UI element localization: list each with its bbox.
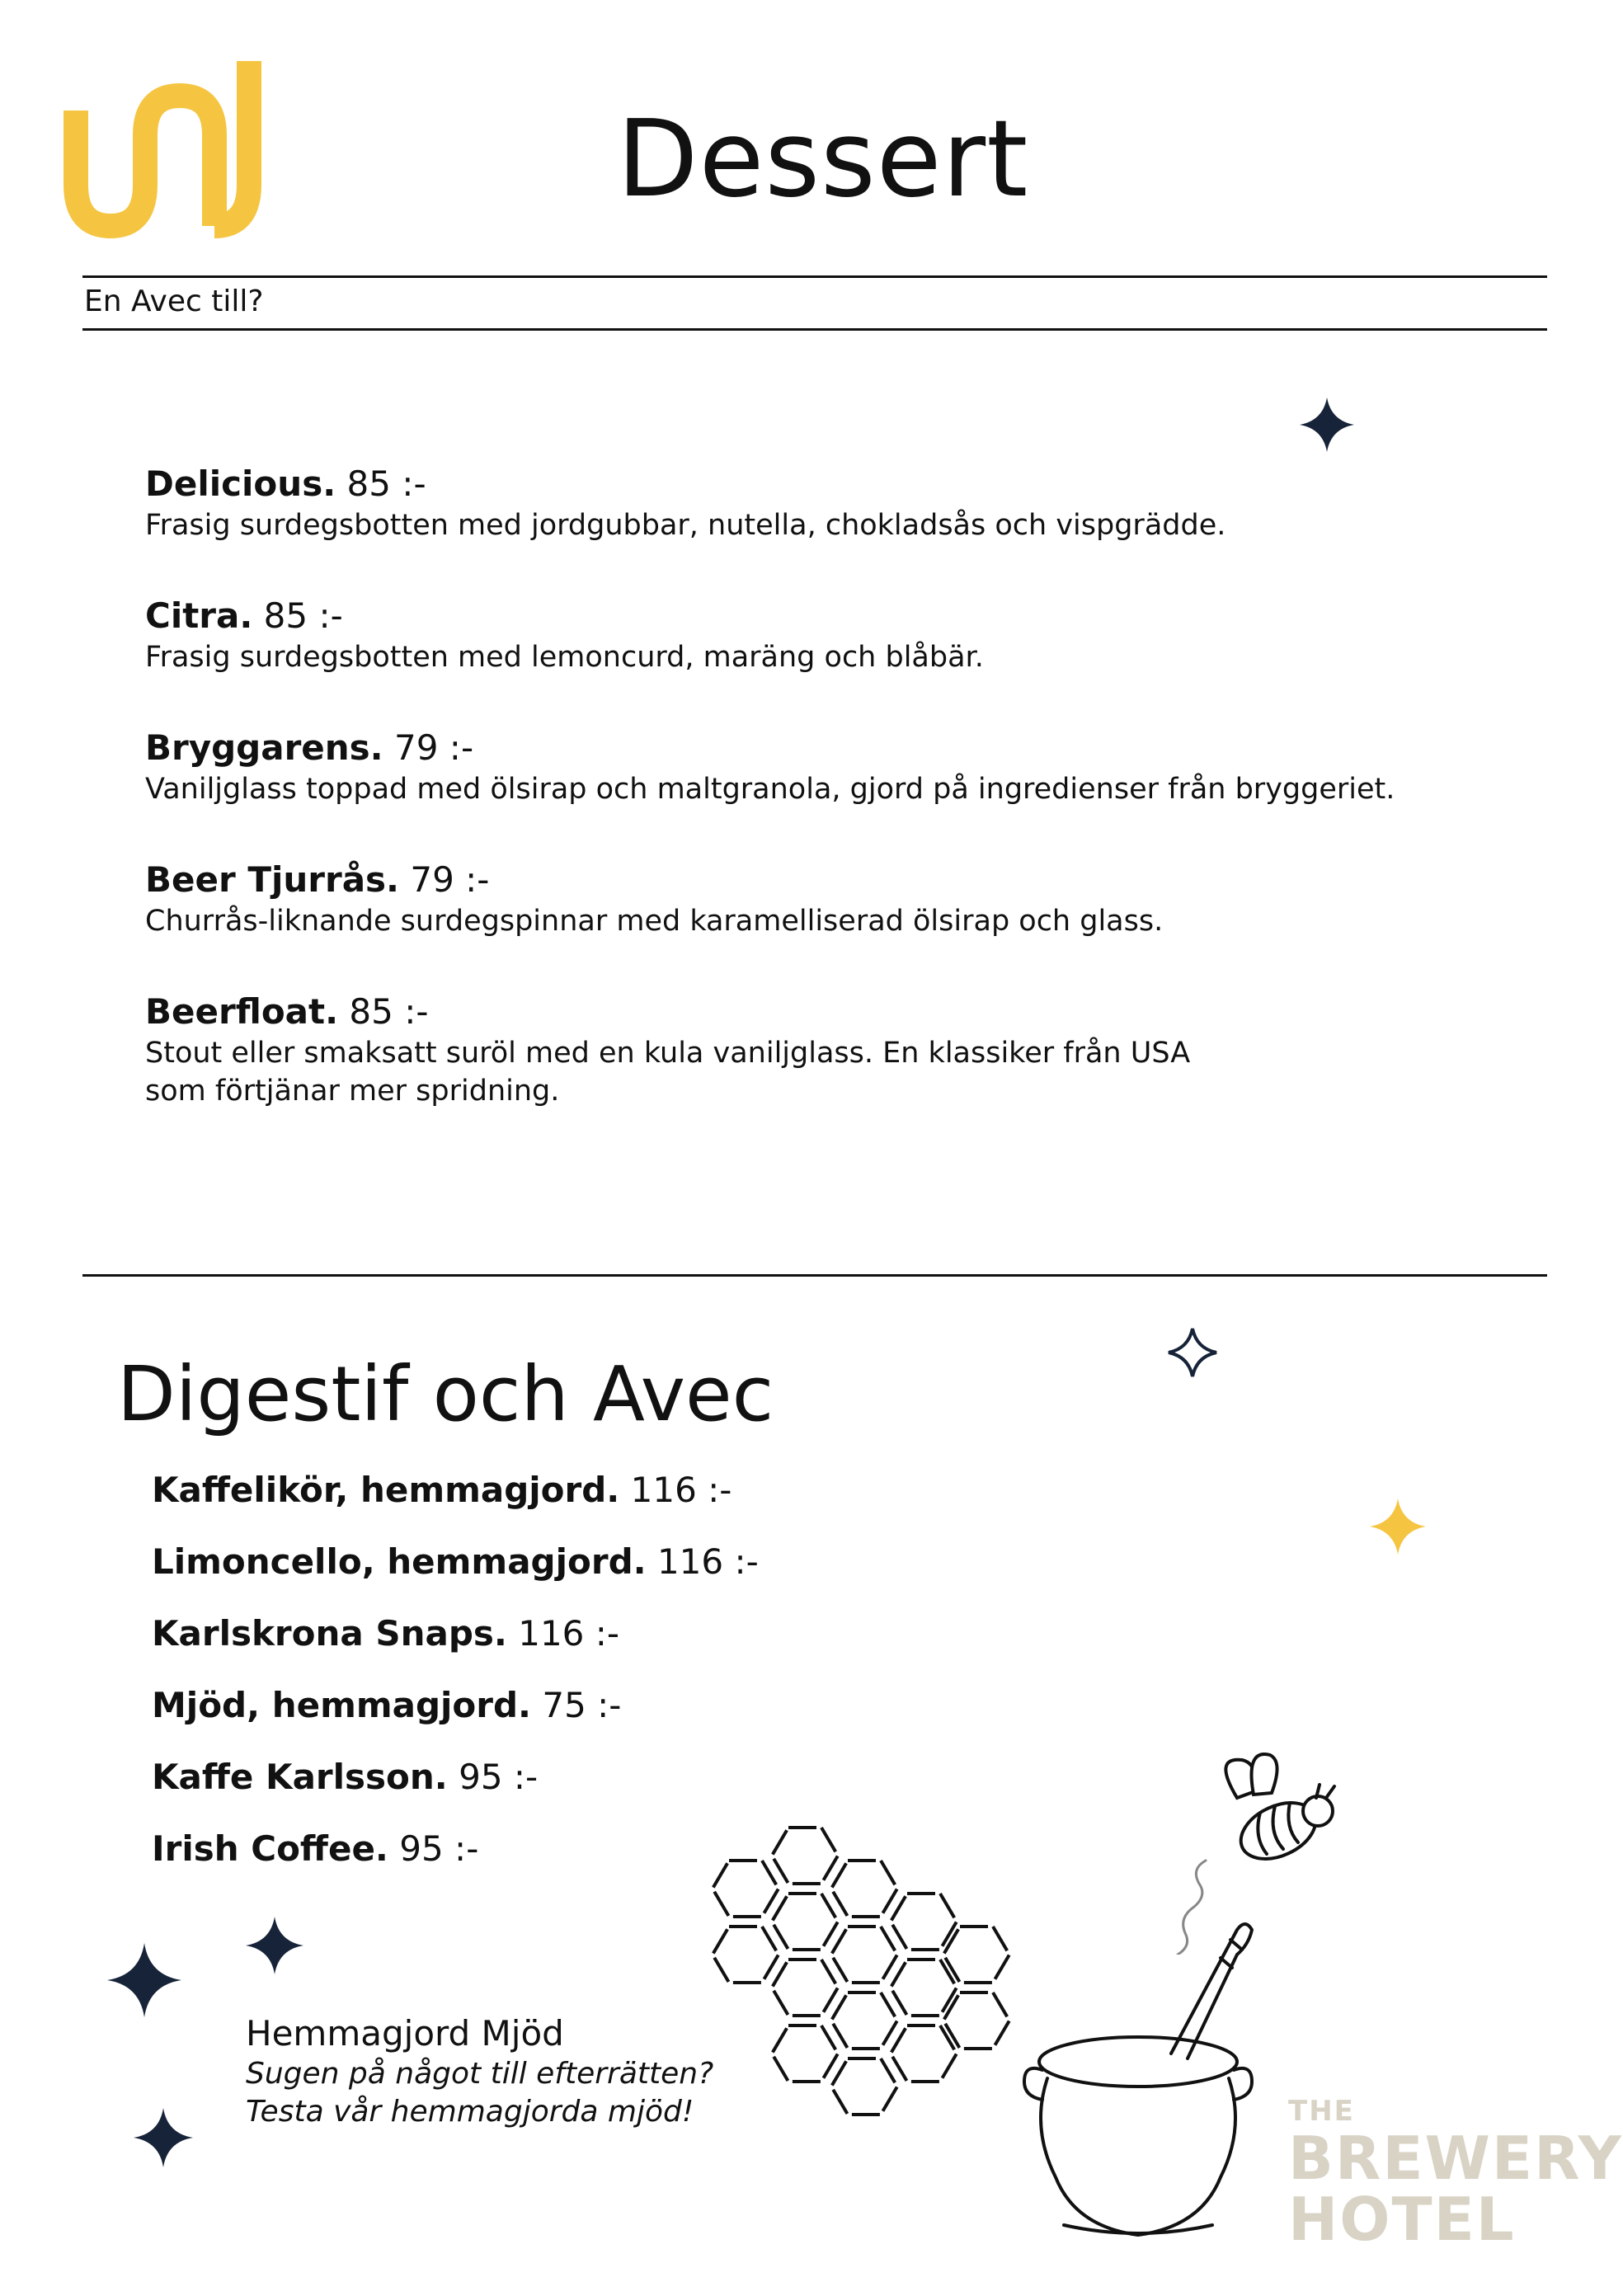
dessert-description: Frasig surdegsbotten med lemoncurd, maräng och blåbär.	[145, 641, 984, 674]
mead-line: Sugen på något till efterrätten?	[246, 2057, 714, 2091]
dessert-name: Beer Tjurrås.	[145, 859, 399, 900]
drink-price: 75 :-	[542, 1685, 622, 1725]
honeycomb-illustration	[709, 1814, 1023, 2128]
drink-price: 95 :-	[399, 1828, 479, 1869]
honey-pot-illustration	[1014, 1913, 1270, 2260]
drink-name: Irish Coffee.	[152, 1828, 388, 1869]
dessert-description: som förtjänar mer spridning.	[145, 1075, 560, 1108]
dessert-name: Bryggarens.	[145, 727, 383, 768]
mead-line: Testa vår hemmagjorda mjöd!	[246, 2095, 694, 2129]
dessert-item	[145, 594, 1465, 676]
dessert-price: 85 :-	[349, 991, 429, 1032]
mead-note	[246, 2012, 713, 2131]
brand-wordmark	[1288, 2095, 1623, 2254]
sparkle-star-icon	[106, 1941, 183, 2019]
dessert-name: Citra.	[145, 595, 253, 636]
drink-price: 116 :-	[518, 1613, 620, 1654]
brand-line: BREWERY	[1288, 2124, 1623, 2193]
dessert-description: Vaniljglass toppad med ölsirap och maltgranola, gjord på ingredienser från bryggeriet.	[145, 773, 1395, 806]
drink-name: Limoncello, hemmagjord.	[152, 1541, 647, 1582]
mead-heading: Hemmagjord Mjöd	[246, 2013, 564, 2054]
dessert-price: 85 :-	[346, 463, 426, 504]
drink-item	[152, 1468, 759, 1540]
drink-name: Kaffelikör, hemmagjord.	[152, 1470, 620, 1510]
drink-name: Kaffe Karlsson.	[152, 1757, 448, 1797]
drink-price: 95 :-	[459, 1757, 539, 1797]
drink-item	[152, 1540, 759, 1611]
dessert-list	[145, 462, 1465, 1160]
drink-name: Mjöd, hemmagjord.	[152, 1685, 531, 1725]
drink-list	[152, 1468, 759, 1898]
section-divider	[82, 1274, 1547, 1277]
drink-item	[152, 1755, 759, 1827]
sparkle-star-icon	[244, 1915, 305, 1976]
sparkle-star-icon	[1167, 1327, 1218, 1378]
section-title: Digestif och Avec	[117, 1350, 774, 1438]
dessert-name: Beerfloat.	[145, 991, 339, 1032]
brand-line: THE	[1288, 2095, 1355, 2128]
divider	[82, 328, 1547, 331]
drink-item	[152, 1683, 759, 1755]
brand-wave-logo	[53, 61, 280, 242]
dessert-description: Frasig surdegsbotten med jordgubbar, nutella, chokladsås och vispgrädde.	[145, 509, 1226, 542]
subtitle: En Avec till?	[84, 285, 264, 318]
drink-name: Karlskrona Snaps.	[152, 1613, 507, 1654]
brand-line: HOTEL	[1288, 2185, 1516, 2254]
drink-price: 116 :-	[656, 1541, 759, 1582]
dessert-description: Churrås-liknande surdegspinnar med karamelliserad ölsirap och glass.	[145, 905, 1164, 938]
drink-price: 116 :-	[630, 1470, 732, 1510]
dessert-price: 79 :-	[394, 727, 474, 768]
dessert-name: Delicious.	[145, 463, 336, 504]
dessert-item	[145, 726, 1465, 808]
divider	[82, 275, 1547, 278]
page-title: Dessert	[617, 98, 1029, 221]
sparkle-star-icon	[132, 2106, 195, 2169]
drink-item	[152, 1827, 759, 1898]
dessert-item	[145, 858, 1465, 940]
sparkle-star-icon	[1298, 396, 1356, 454]
dessert-price: 85 :-	[263, 595, 343, 636]
dessert-price: 79 :-	[410, 859, 490, 900]
dessert-item	[145, 990, 1465, 1110]
sparkle-star-icon	[1368, 1497, 1428, 1556]
dessert-description: Stout eller smaksatt suröl med en kula vaniljglass. En klassiker från USA	[145, 1037, 1191, 1070]
dessert-item	[145, 462, 1465, 544]
drink-item	[152, 1611, 759, 1683]
